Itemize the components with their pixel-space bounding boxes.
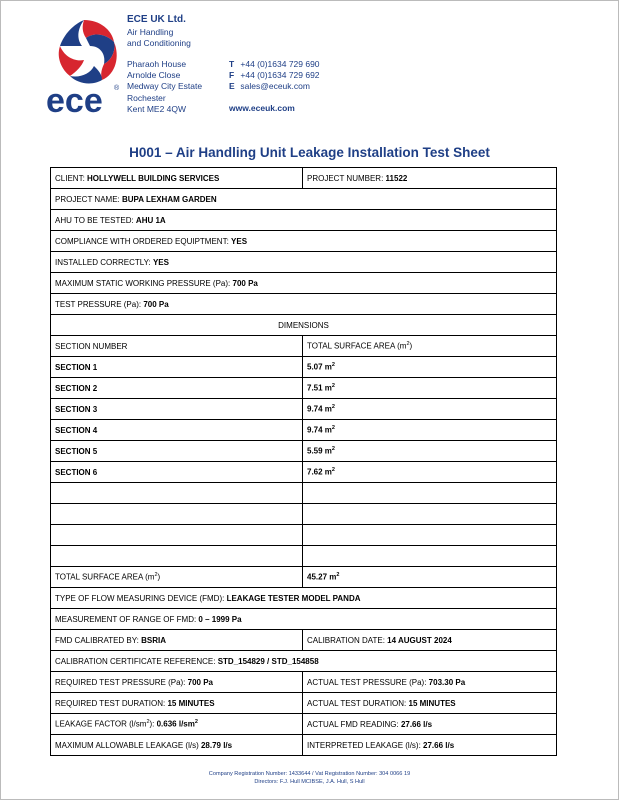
address-line: Medway City Estate — [127, 81, 203, 92]
section-name-cell: SECTION 5 — [51, 441, 303, 462]
contact-key: F — [229, 70, 235, 81]
fmd-range-cell: MEASUREMENT OF RANGE OF FMD: 0 – 1999 Pa — [51, 609, 557, 630]
table-row — [51, 189, 557, 210]
empty-cell — [303, 546, 557, 567]
company-contacts — [229, 59, 320, 93]
document-title: H001 – Air Handling Unit Leakage Installation Test Sheet — [129, 145, 490, 160]
address-line: Kent ME2 4QW — [127, 103, 187, 114]
table-row — [51, 252, 557, 273]
contact-value[interactable]: sales@eceuk.com — [240, 81, 310, 92]
section-name-cell: SECTION 6 — [51, 462, 303, 483]
empty-cell — [303, 483, 557, 504]
logo-registered-mark: ® — [114, 85, 120, 92]
calibration-date-cell: CALIBRATION DATE: 14 AUGUST 2024 — [303, 630, 557, 651]
compliance-cell: COMPLIANCE WITH ORDERED EQUIPTMENT: YES — [51, 231, 557, 252]
table-row — [51, 378, 557, 399]
calibrated-by-cell: FMD CALIBRATED BY: BSRIA — [51, 630, 303, 651]
fmd-type-cell: TYPE OF FLOW MEASURING DEVICE (FMD): LEAKAGE TESTER MODEL PANDA — [51, 588, 557, 609]
table-row — [51, 315, 557, 336]
table-row — [51, 420, 557, 441]
tagline-line: and Conditioning — [127, 38, 191, 48]
contact-fax — [229, 70, 320, 81]
company-logo — [46, 16, 122, 116]
address-line: Rochester — [127, 92, 166, 103]
section-area-cell: 5.07 $m^2$ — [303, 357, 557, 378]
empty-cell — [51, 546, 303, 567]
leakage-factor-cell: LEAKAGE FACTOR $(l/sm^2)$: 0.636 $l/sm^2$ — [51, 714, 303, 735]
table-row — [51, 714, 557, 735]
total-area-value-cell: 45.27 $m^2$ — [303, 567, 557, 588]
table-row — [51, 630, 557, 651]
empty-row — [51, 483, 557, 504]
company-tagline — [127, 27, 191, 49]
surface-area-header: TOTAL SURFACE AREA $(m^2)$ — [303, 336, 557, 357]
company-website[interactable]: www.eceuk.com — [229, 103, 295, 113]
empty-cell — [51, 504, 303, 525]
actual-duration-cell: ACTUAL TEST DURATION: 15 MINUTES — [303, 693, 557, 714]
ahu-cell: AHU TO BE TESTED: AHU 1A — [51, 210, 557, 231]
contact-value: +44 (0)1634 729 692 — [240, 70, 320, 81]
table-row — [51, 588, 557, 609]
table-row — [51, 399, 557, 420]
table-row — [51, 336, 557, 357]
empty-cell — [51, 525, 303, 546]
max-leakage-cell: MAXIMUM ALLOWABLE LEAKAGE (l/s) 28.79 l/s — [51, 735, 303, 756]
table-row — [51, 693, 557, 714]
table-row — [51, 609, 557, 630]
client-cell: CLIENT: HOLLYWELL BUILDING SERVICES — [51, 168, 303, 189]
fmd-reading-cell: ACTUAL FMD READING: 27.66 l/s — [303, 714, 557, 735]
section-area-cell: 7.51 $m^2$ — [303, 378, 557, 399]
max-static-pressure-cell: MAXIMUM STATIC WORKING PRESSURE (Pa): 700 Pa — [51, 273, 557, 294]
required-duration-cell: REQUIRED TEST DURATION: 15 MINUTES — [51, 693, 303, 714]
section-area-cell: 7.62 $m^2$ — [303, 462, 557, 483]
test-pressure-cell: TEST PRESSURE (Pa): 700 Pa — [51, 294, 557, 315]
project-number-cell: PROJECT NUMBER: 11522 — [303, 168, 557, 189]
table-row — [51, 210, 557, 231]
contact-email — [229, 81, 320, 92]
section-name-cell: SECTION 2 — [51, 378, 303, 399]
section-area-cell: 5.59 $m^2$ — [303, 441, 557, 462]
section-name-cell: SECTION 1 — [51, 357, 303, 378]
table-row — [51, 273, 557, 294]
empty-row — [51, 525, 557, 546]
contact-key: E — [229, 81, 235, 92]
table-row — [51, 441, 557, 462]
table-row — [51, 294, 557, 315]
empty-cell — [51, 483, 303, 504]
section-area-cell: 9.74 $m^2$ — [303, 399, 557, 420]
installed-cell: INSTALLED CORRECTLY: YES — [51, 252, 557, 273]
contact-key: T — [229, 59, 235, 69]
tagline-line: Air Handling — [127, 27, 174, 37]
section-number-header: SECTION NUMBER — [51, 336, 303, 357]
test-sheet-table — [50, 167, 557, 756]
total-area-label-cell: TOTAL SURFACE AREA $(m^2)$ — [51, 567, 303, 588]
section-name-cell: SECTION 3 — [51, 399, 303, 420]
address-line: Arnolde Close — [127, 70, 181, 81]
table-row — [51, 651, 557, 672]
logo-swirl-mark — [59, 20, 117, 83]
directors-line: Directors: F.J. Hull MCIBSE, J.A. Hull, S Hull — [254, 778, 365, 785]
contact-phone — [229, 59, 320, 70]
table-row — [51, 567, 557, 588]
empty-cell — [303, 504, 557, 525]
required-pressure-cell: REQUIRED TEST PRESSURE (Pa): 700 Pa — [51, 672, 303, 693]
logo-text: ece — [46, 82, 103, 116]
company-address — [127, 59, 202, 115]
address-line: Pharaoh House — [127, 59, 187, 69]
table-row — [51, 231, 557, 252]
dimensions-heading: DIMENSIONS — [51, 315, 557, 336]
section-name-cell: SECTION 4 — [51, 420, 303, 441]
empty-cell — [303, 525, 557, 546]
empty-row — [51, 504, 557, 525]
company-name: ECE UK Ltd. — [127, 14, 186, 25]
table-row — [51, 168, 557, 189]
table-row — [51, 672, 557, 693]
registration-line: Company Registration Number: 1433644 / Vat Registration Number: 304 0066 19 — [208, 771, 411, 777]
table-row — [51, 462, 557, 483]
certificate-reference-cell: CALIBRATION CERTIFICATE REFERENCE: STD_154829 / STD_154858 — [51, 651, 557, 672]
page-footer — [0, 771, 619, 786]
contact-value: +44 (0)1634 729 690 — [240, 59, 320, 69]
empty-row — [51, 546, 557, 567]
table-row — [51, 735, 557, 756]
project-name-cell: PROJECT NAME: BUPA LEXHAM GARDEN — [51, 189, 557, 210]
table-row — [51, 357, 557, 378]
interpreted-leakage-cell: INTERPRETED LEAKAGE (l/s): 27.66 l/s — [303, 735, 557, 756]
actual-pressure-cell: ACTUAL TEST PRESSURE (Pa): 703.30 Pa — [303, 672, 557, 693]
section-area-cell: 9.74 $m^2$ — [303, 420, 557, 441]
